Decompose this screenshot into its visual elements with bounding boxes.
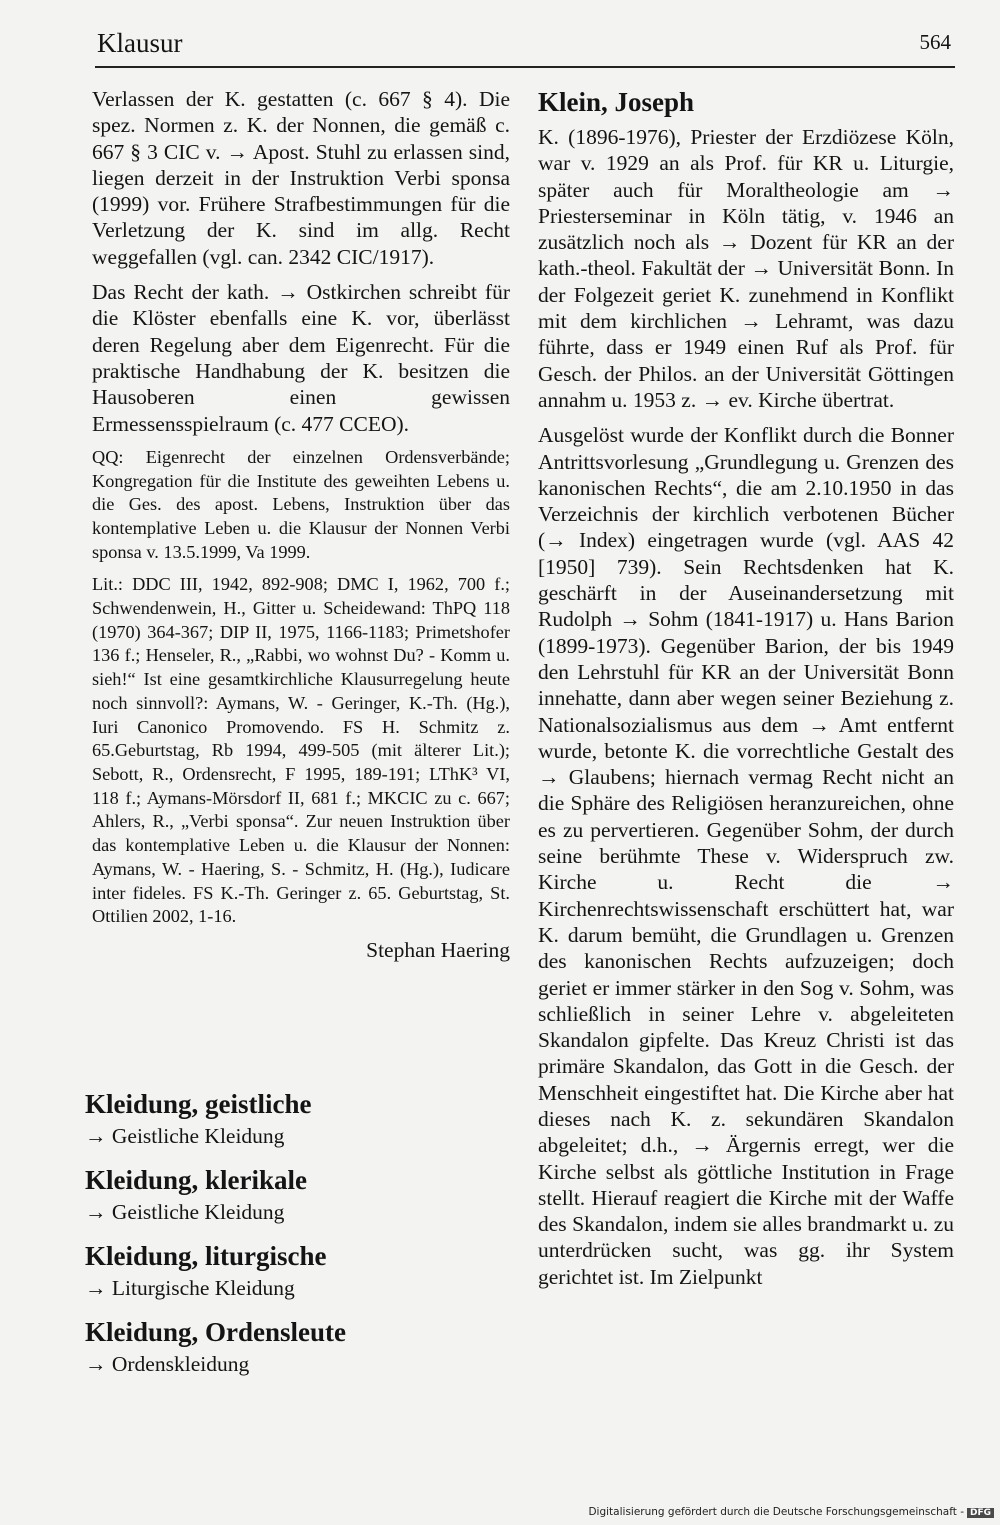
entry (85, 1240, 515, 1302)
article-headword: Klein, Joseph (538, 87, 695, 117)
entry-headword: Kleidung, geistliche (85, 1089, 312, 1119)
dfg-logo: DFG (967, 1508, 994, 1518)
article-author: Stephan Haering (366, 937, 510, 962)
entry-headword: Kleidung, klerikale (85, 1165, 308, 1195)
paragraph-biography: K. (1896-1976), Priester der Erzdiözese Köln, war v. 1929 an als Prof. für KR u. Liturgie, später auch für Moraltheologie am → Priesterseminar in Köln tätig, v. 1946 an zusätzlich noch als → Dozent für KR an der kath.-theol. Fakultät der → Universität Bonn. In der Folgezeit geriet K. zunehmend in Konflikt mit dem kirchlichen → Lehramt, was dazu führte, dass er 1949 einen Ruf als Prof. für Gesch. der Philos. an der Universität Göttingen annahm u. 1953 z. → ev. Kirche übertrat. (538, 125, 954, 412)
entry (85, 1088, 515, 1150)
right-column (538, 86, 954, 1290)
entry-cross-reference[interactable]: → Geistliche Kleidung (85, 1124, 285, 1148)
entry-headword: Kleidung, Ordensleute (85, 1317, 347, 1347)
literature-block: Lit.: DDC III, 1942, 892-908; DMC I, 1962, 700 f.; Schwendenwein, H., Gitter u. Scheidewand: ThPQ 118 (1970) 364-367; DIP II, 1975, 1166-1183; Primetshofer 136 f.; Henseler, R., „Rabbi, wo wohnst Du? - Komm u. sieh!“ Ist eine gesamtkirchliche Klausurregelung heute noch sinnvoll?: Aymans, W. - Geringer, K.-Th. (Hg.), Iuri Canonico Promovendo. FS H. Schmitz z. 65.Geburtstag, Rb 1994, 499-505 (mit älterer Lit.); Sebott, R., Ordensrecht, F 1995, 189-191; LThK³ VI, 118 f.; Aymans-Mörsdorf II, 681 f.; MKCIC zu c. 667; Ahlers, R., „Verbi sponsa“. Zur neuen Instruktion über das kontemplative Leben u. die Klausur der Nonnen: Aymans, W. - Haering, S. - Schmitz, H. (Hg.), Iudicare inter fideles. FS K.-Th. Geringer z. 65. Geburtstag, St. Ottilien 2002, 1-16. (92, 574, 510, 927)
running-header (95, 24, 955, 68)
entry-cross-reference[interactable]: → Geistliche Kleidung (85, 1200, 285, 1224)
sources-block: QQ: Eigenrecht der einzelnen Ordensverbände; Kongregation für die Institute des geweihten Lebens u. die Ges. des apost. Lebens, Instruktion über das kontemplative Leben u. die Klausur der Nonnen Verbi sponsa v. 13.5.1999, Va 1999. (92, 446, 510, 562)
paragraph-ostkirchen: Das Recht der kath. → Ostkirchen schreibt für die Klöster ebenfalls eine K. vor, überlässt deren Regelung aber dem Eigenrecht. Für die praktische Handhabung der K. besitzen die Hausoberen einen gewissen Ermessensspielraum (c. 477 CCEO). (92, 280, 510, 436)
paragraph-restriction: Verlassen der K. gestatten (c. 667 § 4). Die spez. Normen z. K. der Nonnen, die gemäß c. 667 § 3 CIC v. → Apost. Stuhl zu erlassen sind, liegen derzeit in der Instruktion Verbi sponsa (1999) vor. Frühere Strafbestimmungen für die Verletzung der K. sind im allg. Recht weggefallen (vgl. can. 2342 CIC/1917). (92, 87, 510, 269)
running-title: Klausur (97, 28, 183, 58)
entry-cross-reference[interactable]: → Liturgische Kleidung (85, 1276, 295, 1300)
entry-cross-reference[interactable]: → Ordenskleidung (85, 1352, 250, 1376)
cross-reference-entries (85, 1088, 515, 1392)
digitization-footer (588, 1506, 994, 1518)
entry (85, 1164, 515, 1226)
entry-headword: Kleidung, liturgische (85, 1241, 327, 1271)
footer-text: Digitalisierung gefördert durch die Deutsche Forschungsgemeinschaft - (588, 1506, 964, 1518)
paragraph-conflict: Ausgelöst wurde der Konflikt durch die Bonner Antrittsvorlesung „Grundlegung u. Grenzen des kanonischen Rechts“, die am 2.10.1950 in das Verzeichnis der kirchlich verbotenen Bücher (→ Index) eingetragen wurde (vgl. AAS 42 [1950] 739). Sein Rechtsdenken hat K. geschärft in der Auseinandersetzung mit Rudolph → Sohm (1841-1917) u. Hans Barion (1899-1973). Gegenüber Barion, der bis 1949 den Lehrstuhl für KR an der Universität Bonn innehatte, dann aber wegen seiner Beziehung z. Nationalsozialismus aus dem → Amt entfernt wurde, betonte K. die vorrechtliche Gestalt des → Glaubens; hiernach vermag Recht nicht an die Sphäre des Religiösen heranzureichen, ohne es zu pervertieren. Gegenüber Sohm, der durch seine berühmte These v. Widerspruch zw. Kirche u. Recht die → Kirchenrechtswissenschaft erschüttert hat, war K. darum bemüht, die Grundlagen u. Grenzen des kanonischen Rechts aufzuzeigen; doch geriet er immer stärker in den Sog v. Sohm, was schließlich in seiner Lehre v. abgeleiteten Skandalon gipfelte. Das Kreuz Christi ist das primäre Skandalon, das Gott in die Gesch. der Menschheit eingestiftet hat. Die Kirche aber hat dieses nach K. z. sekundären Skandalon abgeleitet; d.h., → Ärgernis erregt, wer die Kirche selbst als göttliche Institution in Frage stellt. Hierauf reagiert die Kirche mit der Waffe des Skandalon, indem sie alles brandmarkt u. zu unterdrücken sucht, was gg. ihr System gerichtet ist. Im Zielpunkt (538, 423, 954, 1289)
entry (85, 1316, 515, 1378)
left-column (92, 86, 510, 963)
page-number: 564 (919, 30, 951, 54)
